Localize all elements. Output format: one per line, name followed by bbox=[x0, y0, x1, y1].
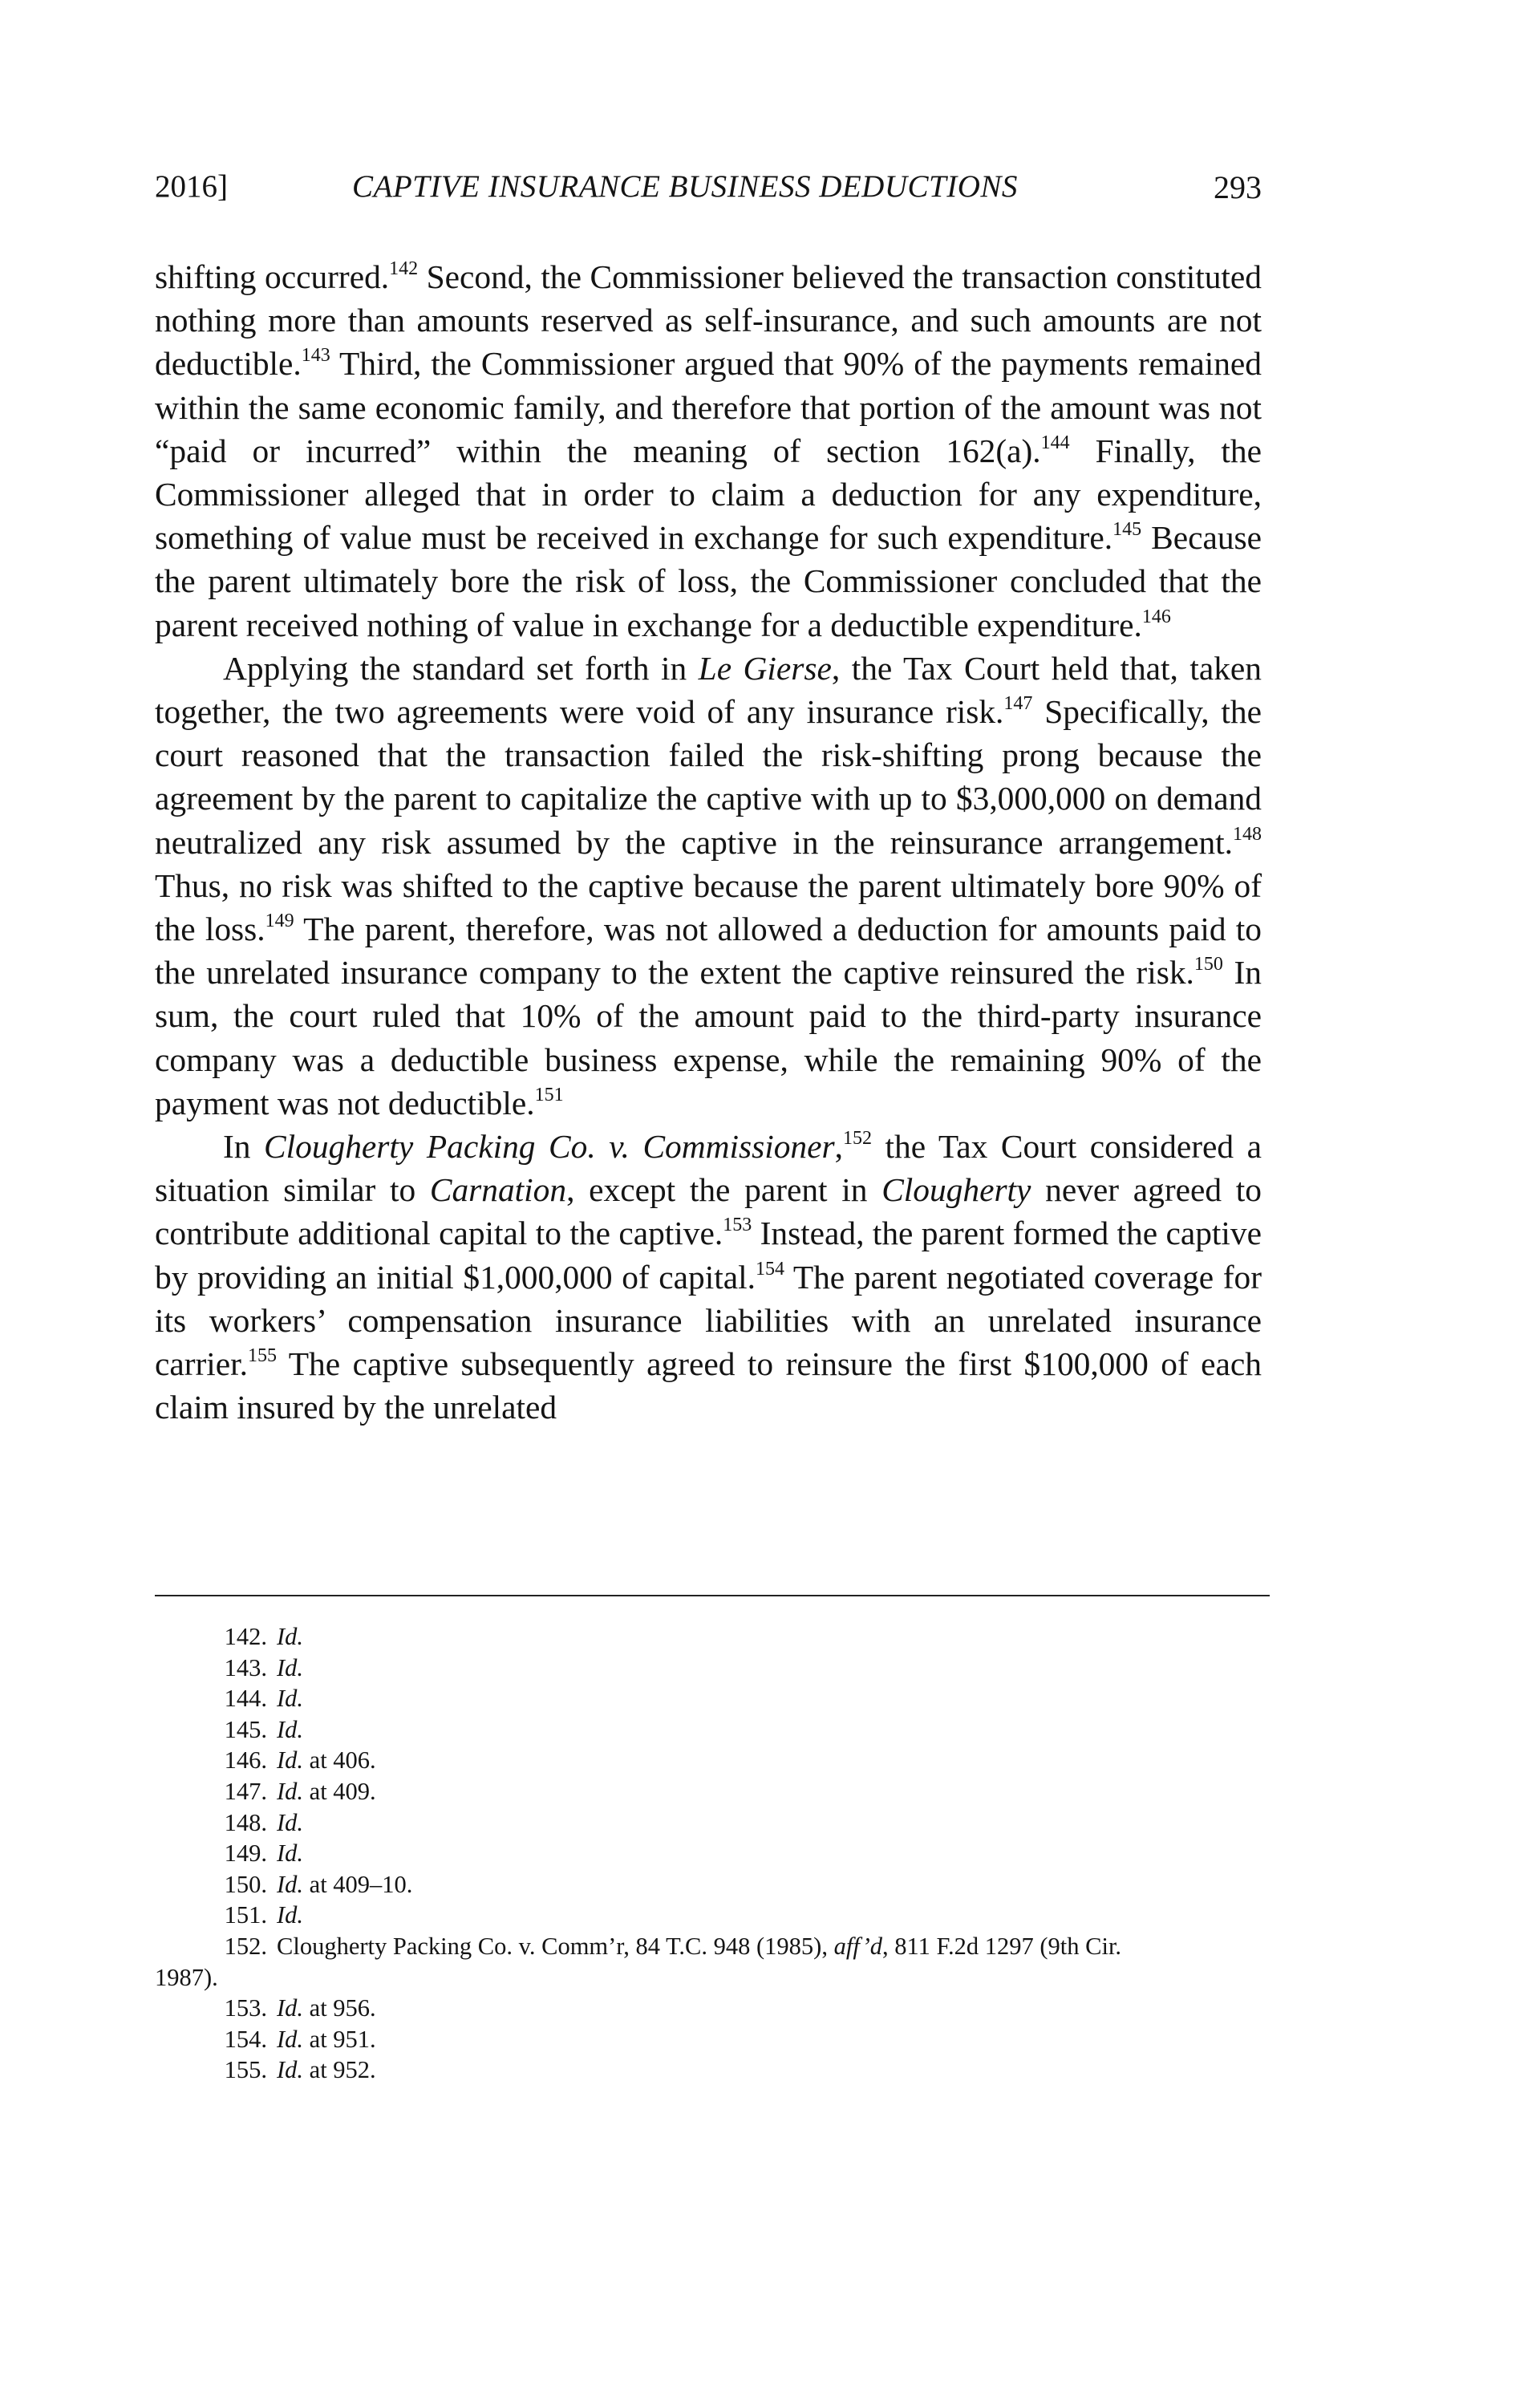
text-run: Specifically, the court reasoned that the transaction failed the risk-shifting prong because the agreement by the parent to capitalize the captive with up to $3,000,000 on demand neutralized any risk assumed by the captive in the reinsurance arrangement. bbox=[155, 693, 1262, 861]
text-run: at 409–10. bbox=[303, 1870, 413, 1898]
footnote-number: 149. bbox=[224, 1839, 267, 1868]
text-run: The parent negotiated coverage for its workers’ compensation insurance liabilities with an unrelated insurance carrier. bbox=[155, 1258, 1262, 1383]
footnote-text bbox=[277, 1683, 303, 1714]
id-citation: Id. bbox=[277, 1653, 304, 1681]
text-run: The captive subsequently agreed to reinsure the first $100,000 of each claim insured by the unrelated bbox=[155, 1345, 1262, 1426]
footnote-ref: 153 bbox=[723, 1215, 752, 1236]
footnote-text bbox=[277, 1993, 376, 2024]
footnote-text bbox=[277, 2024, 376, 2055]
footnote-text bbox=[277, 1931, 1121, 1962]
text-run: , except the parent in bbox=[566, 1171, 882, 1209]
text-run: at 952. bbox=[303, 2056, 376, 2084]
footnote-item bbox=[155, 1869, 1270, 1900]
volume-year: 2016] bbox=[155, 169, 228, 204]
id-citation: Id. bbox=[277, 2056, 304, 2084]
text-run: In sum, the court ruled that 10% of the amount paid to the third-party insurance company was a deductible business expense, while the remaining 90% of the payment was not deductible. bbox=[155, 954, 1262, 1121]
id-citation: Id. bbox=[277, 1777, 304, 1805]
text-run: In bbox=[223, 1128, 265, 1166]
text-run: Second, the Commissioner believed the transaction constituted nothing more than amounts reserved as self-insurance, and such amounts are not deductible. bbox=[155, 258, 1262, 383]
footnote-number: 146. bbox=[224, 1746, 267, 1775]
footnote-continuation: 1987). bbox=[155, 1963, 218, 1991]
footnote-text bbox=[277, 1621, 303, 1653]
text-run: Because the parent ultimately bore the risk of loss, the Commissioner concluded that the parent received nothing of value in exchange for a deductible expenditure. bbox=[155, 519, 1262, 643]
text-run: at 406. bbox=[303, 1746, 376, 1775]
footnote-ref: 145 bbox=[1112, 519, 1142, 541]
case-name: Clougherty bbox=[881, 1171, 1031, 1209]
footnote-number: 145. bbox=[224, 1715, 267, 1743]
id-citation: Id. bbox=[277, 1685, 304, 1713]
running-header bbox=[155, 168, 1262, 217]
footnote-number: 144. bbox=[224, 1685, 267, 1713]
footnote-item bbox=[155, 2024, 1270, 2055]
footnote-number: 143. bbox=[224, 1653, 267, 1681]
text-run: Third, the Commissioner argued that 90% of the payments remained within the same economic family, and therefore that portion of the amount was not “paid or incurred” within the meaning of section 162(a). bbox=[155, 345, 1262, 469]
id-citation: Id. bbox=[277, 1808, 304, 1836]
footnote-ref: 146 bbox=[1141, 606, 1171, 627]
footnote-item bbox=[155, 1838, 1270, 1869]
footnote-item bbox=[155, 1776, 1270, 1807]
footnote-ref: 149 bbox=[265, 911, 294, 932]
footnote-item bbox=[155, 1653, 1270, 1684]
footnote-number: 154. bbox=[224, 2025, 267, 2053]
id-citation: Id. bbox=[277, 1715, 304, 1743]
footnote-text bbox=[277, 1900, 303, 1931]
text-run: at 951. bbox=[303, 2025, 376, 2053]
text-run: Finally, the Commissioner alleged that in order to claim a deduction for any expenditure, something of value must be received in exchange for such expenditure. bbox=[155, 432, 1262, 557]
footnote-text bbox=[277, 2054, 376, 2086]
footnote-item bbox=[155, 1621, 1270, 1653]
paragraph-1 bbox=[155, 255, 1262, 647]
id-citation: Id. bbox=[277, 2025, 304, 2053]
footnote-ref: 154 bbox=[755, 1258, 784, 1280]
footnote-item bbox=[155, 1993, 1270, 2024]
text-run: , 811 F.2d 1297 (9th Cir. bbox=[882, 1932, 1122, 1960]
case-name: Clougherty Packing Co. v. Commissioner bbox=[264, 1128, 835, 1166]
footnote-text bbox=[277, 1869, 412, 1900]
text-run: never agreed to contribute additional capital to the captive. bbox=[155, 1171, 1262, 1252]
footnote-text bbox=[277, 1838, 303, 1869]
footnote-ref: 150 bbox=[1194, 954, 1223, 975]
paragraph-2 bbox=[155, 647, 1262, 1125]
footnote-number: 150. bbox=[224, 1870, 267, 1898]
footnote-ref: 144 bbox=[1040, 432, 1070, 453]
footnote-item bbox=[155, 1931, 1270, 1962]
footnote-number: 151. bbox=[224, 1901, 267, 1929]
footnote-ref: 152 bbox=[842, 1128, 872, 1150]
footnote-number: 152. bbox=[224, 1932, 267, 1960]
case-name: Carnation bbox=[429, 1171, 567, 1209]
text-run: at 956. bbox=[303, 1994, 376, 2022]
footnote-item bbox=[155, 1683, 1270, 1714]
footnote-number: 147. bbox=[224, 1777, 267, 1805]
paragraph-3 bbox=[155, 1125, 1262, 1429]
footnote-ref: 151 bbox=[534, 1084, 564, 1105]
id-citation: Id. bbox=[277, 1839, 304, 1868]
footnote-number: 142. bbox=[224, 1623, 267, 1650]
footnote-ref: 147 bbox=[1003, 693, 1033, 715]
footnote-text bbox=[277, 1653, 303, 1684]
text-run: , bbox=[834, 1128, 843, 1166]
text-run: The parent, therefore, was not allowed a deduction for amounts paid to the unrelated insurance company to the extent the captive reinsured the risk. bbox=[155, 911, 1262, 992]
text-run: shifting occurred. bbox=[155, 258, 390, 295]
footnote-number: 148. bbox=[224, 1808, 267, 1836]
text-run: Applying the standard set forth in bbox=[223, 649, 699, 687]
id-citation: Id. bbox=[277, 1746, 304, 1775]
text-run: Clougherty Packing Co. v. Comm’r, 84 T.C. 948 (1985), bbox=[277, 1932, 834, 1960]
footnote-ref: 155 bbox=[248, 1345, 278, 1367]
footnote-item bbox=[155, 1714, 1270, 1746]
footnote-item bbox=[155, 1807, 1270, 1839]
page-number: 293 bbox=[1214, 169, 1262, 205]
footnote-number: 155. bbox=[224, 2056, 267, 2084]
footnote-text bbox=[277, 1807, 303, 1839]
footnote-divider bbox=[155, 1595, 1270, 1596]
text-run: , the Tax Court held that, taken together, the two agreements were void of any insurance risk. bbox=[155, 649, 1262, 731]
footnote-item bbox=[155, 2054, 1270, 2086]
footnote-number: 153. bbox=[224, 1994, 267, 2022]
footnotes bbox=[155, 1621, 1270, 2086]
footnote-ref: 143 bbox=[301, 345, 330, 367]
text-run: the Tax Court considered a situation similar to bbox=[155, 1128, 1262, 1209]
text-run: at 409. bbox=[303, 1777, 376, 1805]
case-name: Le Gierse bbox=[698, 649, 832, 687]
footnote-ref: 148 bbox=[1233, 823, 1262, 845]
id-citation: Id. bbox=[277, 1623, 304, 1650]
footnote-text bbox=[277, 1714, 303, 1746]
footnote-item bbox=[155, 1900, 1270, 1931]
footnote-text bbox=[277, 1776, 376, 1807]
id-citation: Id. bbox=[277, 1901, 304, 1929]
footnote-item bbox=[155, 1745, 1270, 1776]
running-title: CAPTIVE INSURANCE BUSINESS DEDUCTIONS bbox=[352, 169, 1018, 204]
main-text bbox=[155, 255, 1262, 1429]
id-citation: Id. bbox=[277, 1870, 304, 1898]
affd-citation: aff’d bbox=[833, 1932, 882, 1960]
text-run: Thus, no risk was shifted to the captive because the parent ultimately bore 90% of the loss. bbox=[155, 866, 1262, 948]
text-run: Instead, the parent formed the captive by providing an initial $1,000,000 of capital. bbox=[155, 1215, 1262, 1296]
id-citation: Id. bbox=[277, 1994, 304, 2022]
footnote-ref: 142 bbox=[389, 258, 419, 279]
footnote-text bbox=[277, 1745, 376, 1776]
